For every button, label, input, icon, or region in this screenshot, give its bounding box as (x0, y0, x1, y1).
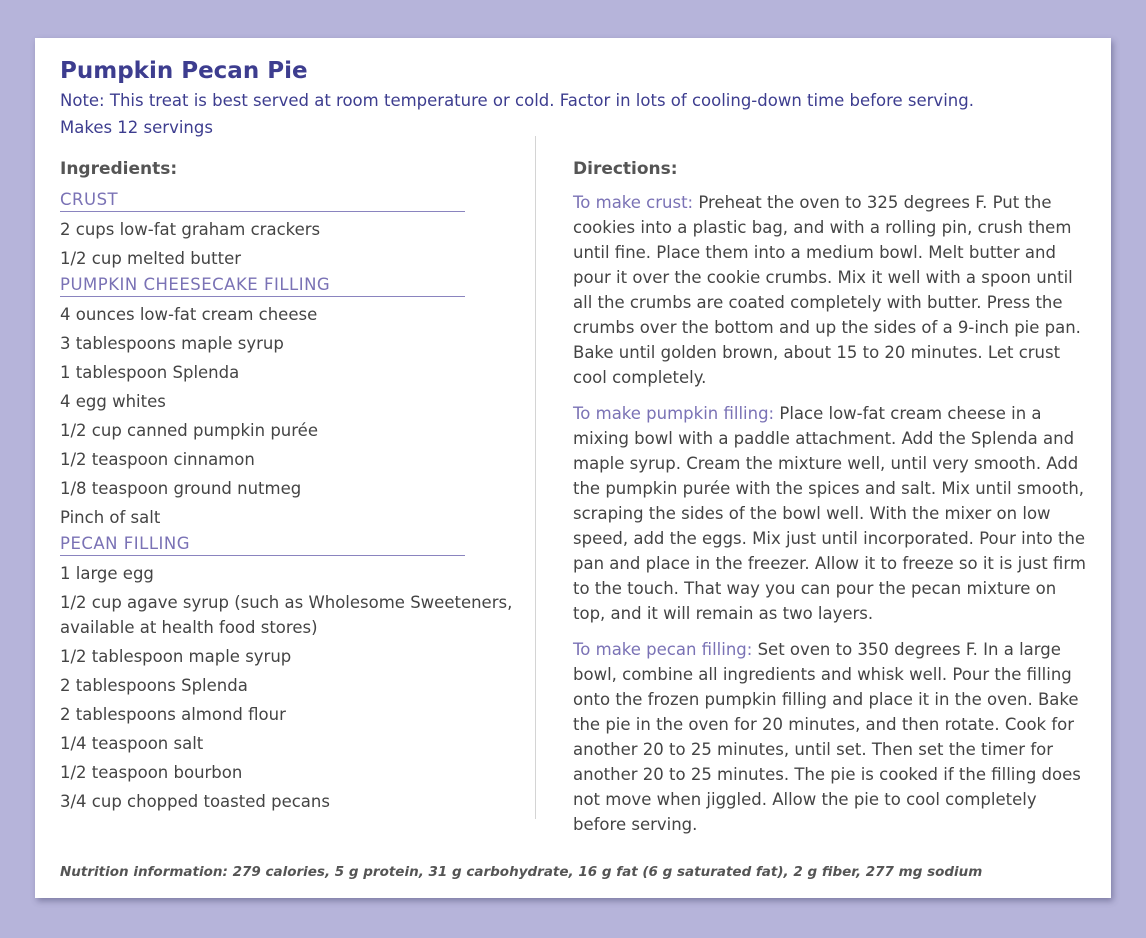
direction-step-crust (573, 190, 1093, 390)
ingredient-item: 1/2 teaspoon cinnamon (60, 450, 255, 469)
recipe-title: Pumpkin Pecan Pie (60, 58, 308, 84)
ingredient-item: 1/2 cup agave syrup (such as Wholesome Sweeteners, available at health food stores) (60, 593, 513, 637)
ingredient-item: 1/8 teaspoon ground nutmeg (60, 479, 302, 498)
nutrition-info: Nutrition information: 279 calories, 5 g protein, 31 g carbohydrate, 16 g fat (6 g saturated fat), 2 g fiber, 277 mg sodium (60, 864, 983, 880)
direction-text: Place low-fat cream cheese in a mixing bowl with a paddle attachment. Add the Splenda and maple syrup. Cream the mixture well, until very smooth. Add the pumpkin purée with the spices and salt. Mix until smooth, scraping the sides of the bowl well. With the mixer on low speed, add the eggs. Mix just until incorporated. Pour into the pan and place in the freezer. Allow it to freeze so it is just firm to the touch. That way you can pour the pecan mixture on top, and it will remain as two layers. (573, 404, 1086, 623)
crust-section-title: CRUST (60, 190, 465, 212)
ingredient-item: 2 tablespoons Splenda (60, 676, 248, 695)
ingredients-heading: Ingredients: (60, 159, 178, 179)
ingredient-item: 3 tablespoons maple syrup (60, 334, 284, 353)
ingredient-item: 1/2 tablespoon maple syrup (60, 647, 292, 666)
ingredient-item: 2 cups low-fat graham crackers (60, 220, 321, 239)
column-divider (535, 136, 536, 819)
direction-text: Set oven to 350 degrees F. In a large bowl, combine all ingredients and whisk well. Pour the filling onto the frozen pumpkin filling and place it in the oven. Bake the pie in the oven for 20 minutes, and then rotate. Cook for another 20 to 25 minutes, until set. Then set the timer for another 20 to 25 minutes. The pie is cooked if the filling does not move when jiggled. Allow the pie to cool completely before serving. (573, 640, 1081, 834)
ingredient-item: 1/2 teaspoon bourbon (60, 763, 243, 782)
ingredients-column (60, 159, 530, 818)
ingredient-item: 4 ounces low-fat cream cheese (60, 305, 318, 324)
servings: Makes 12 servings (60, 118, 213, 137)
ingredient-item: 1/4 teaspoon salt (60, 734, 204, 753)
ingredient-item: 1 large egg (60, 564, 154, 583)
ingredient-item: 1/2 cup canned pumpkin purée (60, 421, 318, 440)
ingredient-item: 2 tablespoons almond flour (60, 705, 286, 724)
direction-step-pumpkin (573, 401, 1093, 626)
ingredient-item: Pinch of salt (60, 508, 161, 527)
ingredient-item: 3/4 cup chopped toasted pecans (60, 792, 330, 811)
cheesecake-section-title: PUMPKIN CHEESECAKE FILLING (60, 275, 465, 297)
directions-heading: Directions: (573, 159, 678, 179)
direction-label: To make pumpkin filling: (573, 404, 775, 423)
direction-text: Preheat the oven to 325 degrees F. Put the cookies into a plastic bag, and with a rolling pin, crush them until fine. Place them into a medium bowl. Melt butter and pour it over the cookie crumbs. Mix it well with a spoon until all the crumbs are coated completely with butter. Press the crumbs over the bottom and up the sides of a 9-inch pie pan. Bake until golden brown, about 15 to 20 minutes. Let crust cool completely. (573, 193, 1081, 387)
direction-step-pecan (573, 637, 1093, 837)
direction-label: To make pecan filling: (573, 640, 753, 659)
recipe-note: Note: This treat is best served at room temperature or cold. Factor in lots of cooling-down time before serving. (60, 91, 974, 110)
ingredient-item: 4 egg whites (60, 392, 166, 411)
recipe-card (35, 38, 1111, 898)
direction-label: To make crust: (573, 193, 694, 212)
ingredient-item: 1/2 cup melted butter (60, 249, 242, 268)
directions-column (573, 159, 1093, 848)
pecan-section-title: PECAN FILLING (60, 534, 465, 556)
ingredient-item: 1 tablespoon Splenda (60, 363, 240, 382)
